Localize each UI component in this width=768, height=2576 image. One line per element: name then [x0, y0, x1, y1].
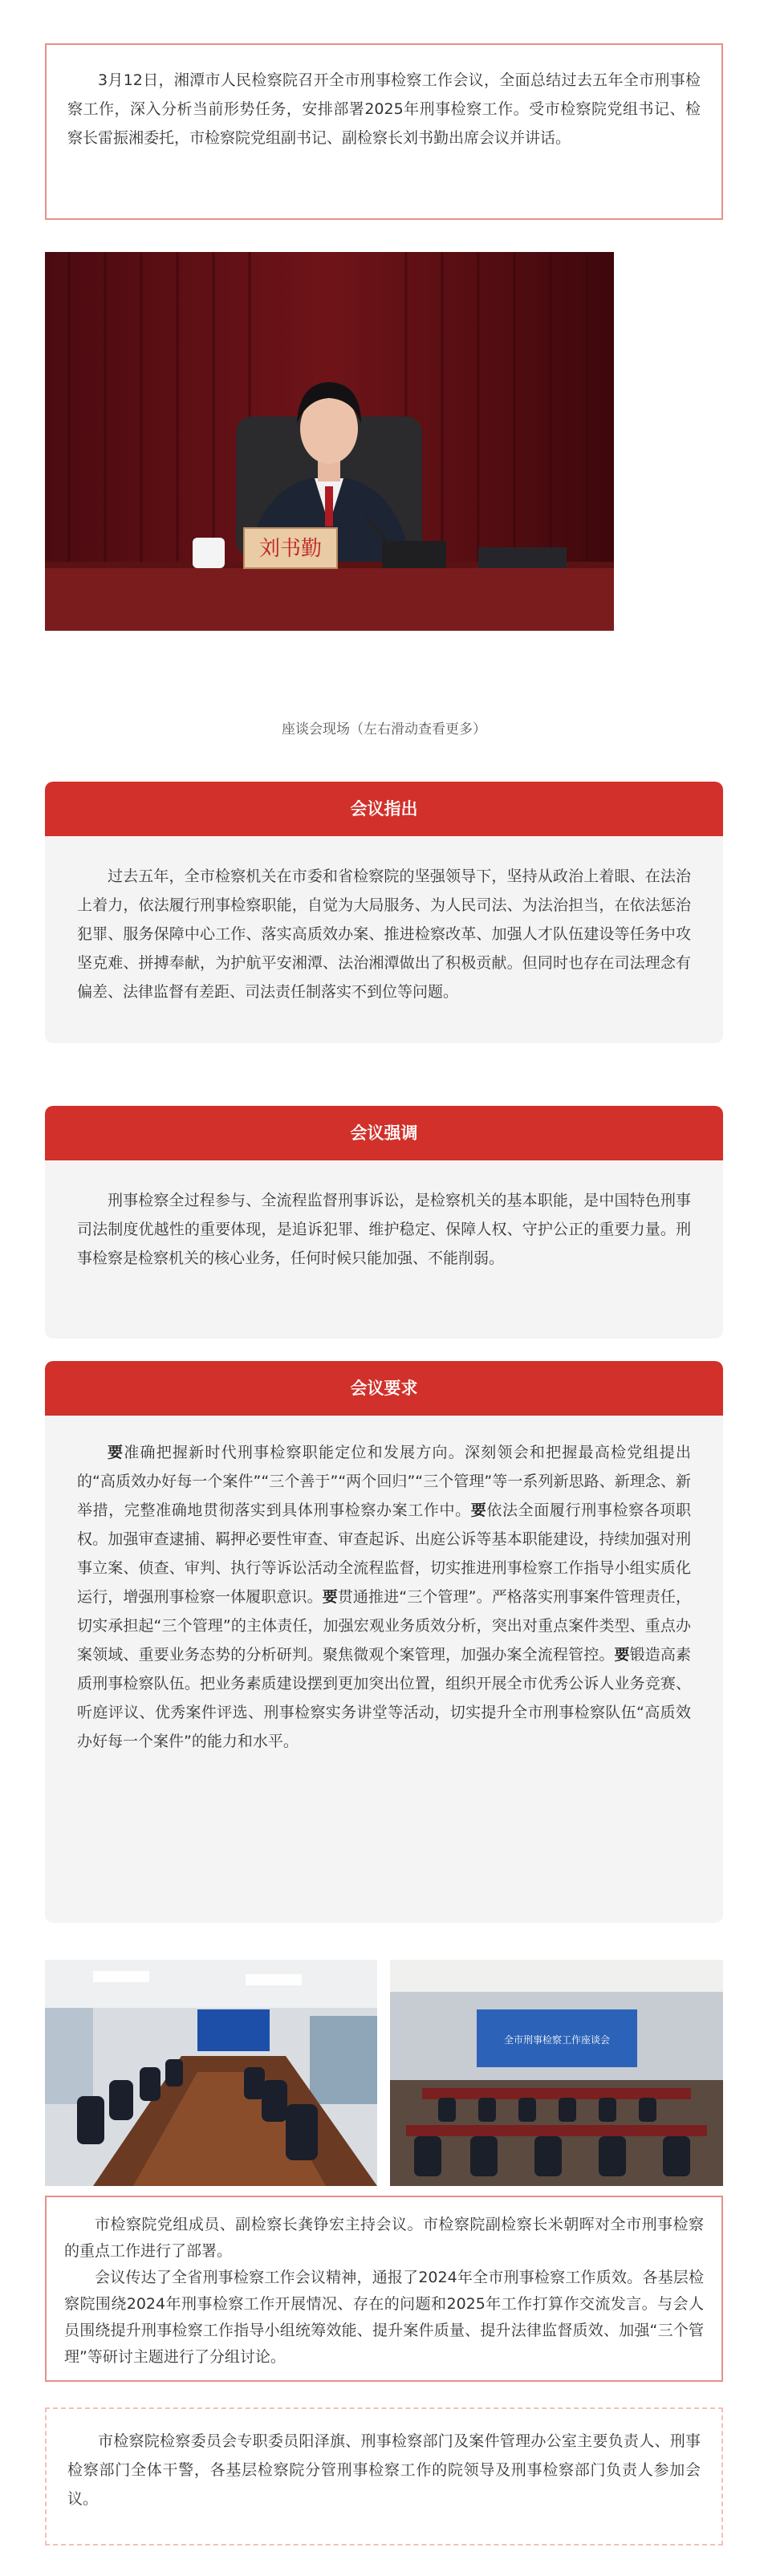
- section-meeting-points: [45, 782, 723, 1043]
- screen-text: 全市刑事检察工作座谈会: [503, 2034, 611, 2046]
- requirement-3: 贯通推进“三个管理”。严格落实刑事案件管理责任，切实承担起“三个管理”的主体责任，加强宏观业务质效分析，突出对重点案件类型、重点办案领域、重要业务态势的分析研判。聚焦微观个案管理，加强办案全流程管控。: [77, 1588, 691, 1664]
- main-photo[interactable]: [45, 252, 614, 631]
- main-photo-image: [45, 252, 614, 631]
- attendees-box: [45, 2407, 723, 2546]
- attendees-text: 市检察院检察委员会专职委员阳泽旗、刑事检察部门及案件管理办公室主要负责人、刑事检察部门全体干警，各基层检察院分管刑事检察工作的院领导及刑事检察部门负责人参加会议。: [67, 2432, 701, 2508]
- summary-paragraph-2: 会议传达了全省刑事检察工作会议精神，通报了2024年全市刑事检察工作质效。各基层检察院围绕2024年刑事检察工作开展情况、存在的问题和2025年工作打算作交流发言。与会人员围绕提升刑事检察工作指导小组统筹效能、提升案件质量、提升法律监督质效、加强“三个管理”等研讨主题进行了分组讨论。: [64, 2269, 704, 2366]
- intro-box: [45, 43, 723, 220]
- keyword-require-4: 要: [614, 1646, 630, 1664]
- intro-text: 3月12日，湘潭市人民检察院召开全市刑事检察工作会议，全面总结过去五年全市刑事检察工作，深入分析当前形势任务，安排部署2025年刑事检察工作。受市检察院党组书记、检察长雷振湘委托，市检察院党组副书记、副检察长刘书勤出席会议并讲话。: [67, 71, 701, 147]
- section-meeting-requirements-title: 会议要求: [45, 1361, 723, 1416]
- requirement-2: 依法全面履行刑事检察各项职权。加强审查逮捕、羁押必要性审查、审查起诉、出庭公诉等基本职能建设，持续加强对刑事立案、侦查、审判、执行等诉讼活动全流程监督，切实推进刑事检察工作指导小组实质化运行，增强刑事检察一体履职意识。: [77, 1501, 691, 1606]
- requirement-4: 锻造高素质刑事检察队伍。把业务素质建设摆到更加突出位置，组织开展全市优秀公诉人业务竞赛、听庭评议、优秀案件评选、刑事检察实务讲堂等活动，切实提升全市刑事检察队伍“高质效办好每一个案件”的能力和水平。: [77, 1646, 691, 1750]
- nameplate-text: 刘书勤: [258, 537, 323, 561]
- keyword-require-2: 要: [470, 1501, 487, 1519]
- requirement-1: 准确把握新时代刑事检察职能定位和发展方向。深刻领会和把握最高检党组提出的“高质效办好每一个案件”“三个善于”“两个回归”“三个管理”等一系列新思路、新理念、新举措，完整准确地贯彻落实到具体刑事检察办案工作中。: [77, 1444, 691, 1519]
- photo-caption: 座谈会现场（左右滑动查看更多）: [282, 721, 486, 737]
- meeting-photo-right-image: [390, 1960, 723, 2186]
- meeting-photo-left[interactable]: [45, 1960, 377, 2186]
- summary-paragraph-1: 市检察院党组成员、副检察长龚铮宏主持会议。市检察院副检察长米朝晖对全市刑事检察的重点工作进行了部署。: [64, 2216, 704, 2260]
- section-meeting-points-title: 会议指出: [45, 782, 723, 836]
- section-meeting-points-text: 过去五年，全市检察机关在市委和省检察院的坚强领导下，坚持从政治上着眼、在法治上着力，依法履行刑事检察职能，自觉为大局服务、为人民司法、为法治担当，在依法惩治犯罪、服务保障中心工作、落实高质效办案、推进检察改革、加强人才队伍建设等任务中攻坚克难、拼搏奉献，为护航平安湘潭、法治湘潭做出了积极贡献。但同时也存在司法理念有偏差、法律监督有差距、司法责任制落实不到位等问题。: [77, 867, 691, 1001]
- meeting-photo-right[interactable]: [390, 1960, 723, 2186]
- section-meeting-requirements-text: [77, 1438, 691, 1756]
- summary-box: [45, 2196, 723, 2382]
- section-meeting-emphasis-text: 刑事检察全过程参与、全流程监督刑事诉讼，是检察机关的基本职能，是中国特色刑事司法制度优越性的重要体现，是追诉犯罪、维护稳定、保障人权、守护公正的重要力量。刑事检察是检察机关的核心业务，任何时候只能加强、不能削弱。: [77, 1192, 691, 1267]
- section-meeting-emphasis: [45, 1106, 723, 1339]
- section-meeting-emphasis-title: 会议强调: [45, 1106, 723, 1160]
- section-meeting-requirements: [45, 1361, 723, 1923]
- keyword-require-3: 要: [322, 1588, 338, 1606]
- keyword-require-1: 要: [108, 1444, 124, 1461]
- meeting-photo-left-image: [45, 1960, 377, 2186]
